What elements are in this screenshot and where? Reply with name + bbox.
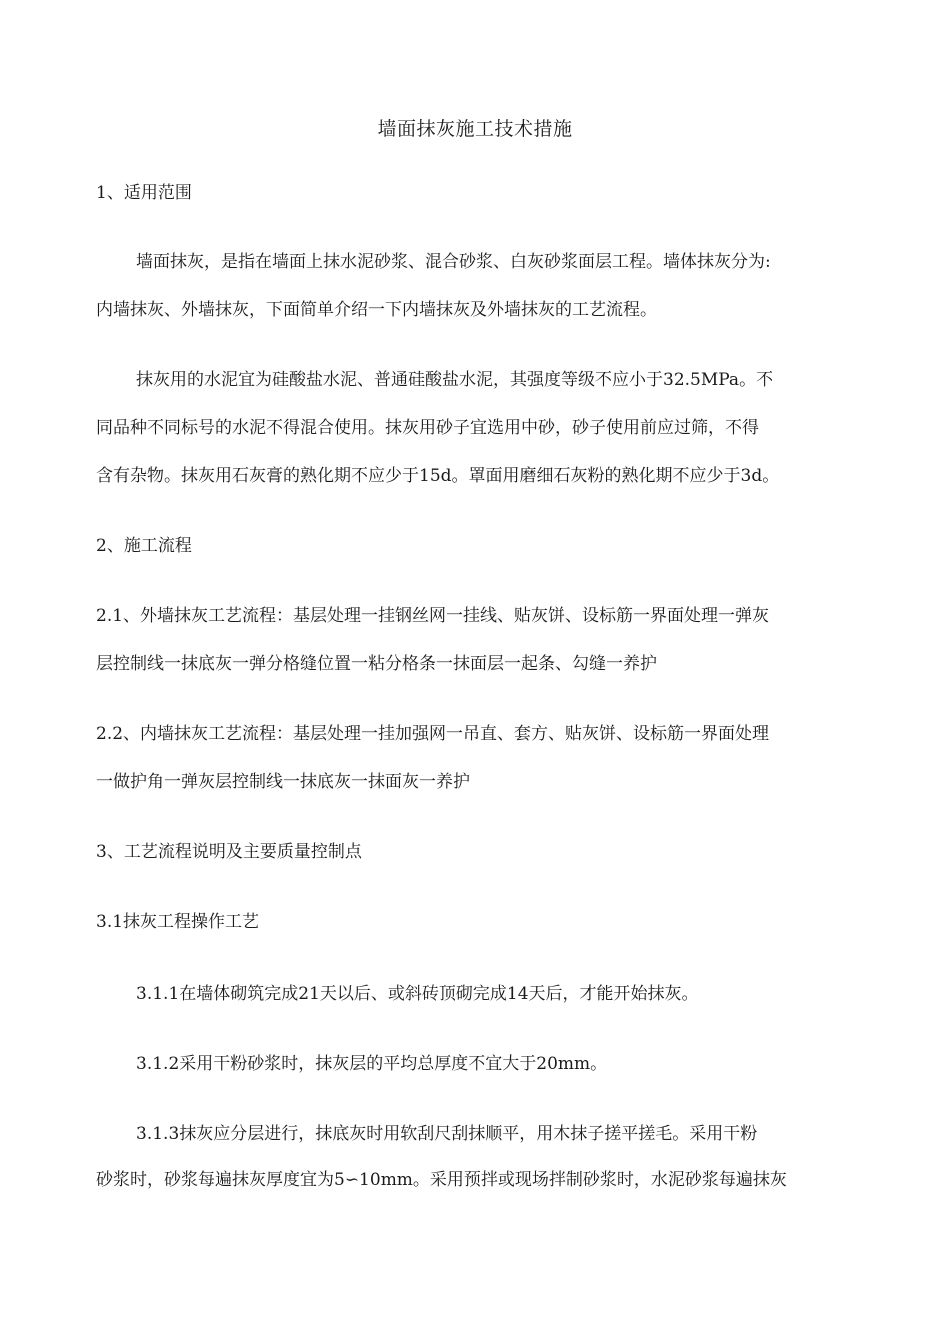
subsection-heading: 3.1抹灰工程操作工艺 <box>96 912 260 932</box>
paragraph-line: 层控制线一抹底灰一弹分格缝位置一粘分格条一抹面层一起条、勾缝一养护 <box>96 654 657 674</box>
paragraph-line: 砂浆时，砂浆每遍抹灰厚度宜为5∽10mm。采用预拌或现场拌制砂浆时，水泥砂浆每遍抹灰 <box>96 1170 787 1190</box>
paragraph-line: 一做护角一弹灰层控制线一抹底灰一抹面灰一养护 <box>96 772 470 792</box>
paragraph-line: 含有杂物。抹灰用石灰膏的熟化期不应少于15d。罩面用磨细石灰粉的熟化期不应少于3d。 <box>96 466 780 486</box>
section-heading-scope: 1、适用范围 <box>96 183 192 203</box>
section-heading-quality: 3、工艺流程说明及主要质量控制点 <box>96 842 362 862</box>
paragraph-line: 3.1.1在墙体砌筑完成21天以后、或斜砖顶砌完成14天后，才能开始抹灰。 <box>136 984 699 1004</box>
document-title: 墙面抹灰施工技术措施 <box>377 118 573 140</box>
paragraph-line: 同品种不同标号的水泥不得混合使用。抹灰用砂子宜选用中砂，砂子使用前应过筛，不得 <box>96 418 759 438</box>
section-heading-process: 2、施工流程 <box>96 536 192 556</box>
paragraph-line: 墙面抹灰，是指在墙面上抹水泥砂浆、混合砂浆、白灰砂浆面层工程。墙体抹灰分为: <box>136 252 771 272</box>
paragraph-line: 内墙抹灰、外墙抹灰，下面简单介绍一下内墙抹灰及外墙抹灰的工艺流程。 <box>96 300 657 320</box>
paragraph-line: 2.2、内墙抹灰工艺流程：基层处理一挂加强网一吊直、套方、贴灰饼、设标筋一界面处理 <box>96 724 770 744</box>
paragraph-line: 2.1、外墙抹灰工艺流程：基层处理一挂钢丝网一挂线、贴灰饼、设标筋一界面处理一弹灰 <box>96 606 770 626</box>
paragraph-line: 抹灰用的水泥宜为硅酸盐水泥、普通硅酸盐水泥，其强度等级不应小于32.5MPa。不 <box>136 370 774 390</box>
paragraph-line: 3.1.2采用干粉砂浆时，抹灰层的平均总厚度不宜大于20mm。 <box>136 1054 608 1074</box>
paragraph-line: 3.1.3抹灰应分层进行，抹底灰时用软刮尺刮抹顺平，用木抹子搓平搓毛。采用干粉 <box>136 1124 758 1144</box>
